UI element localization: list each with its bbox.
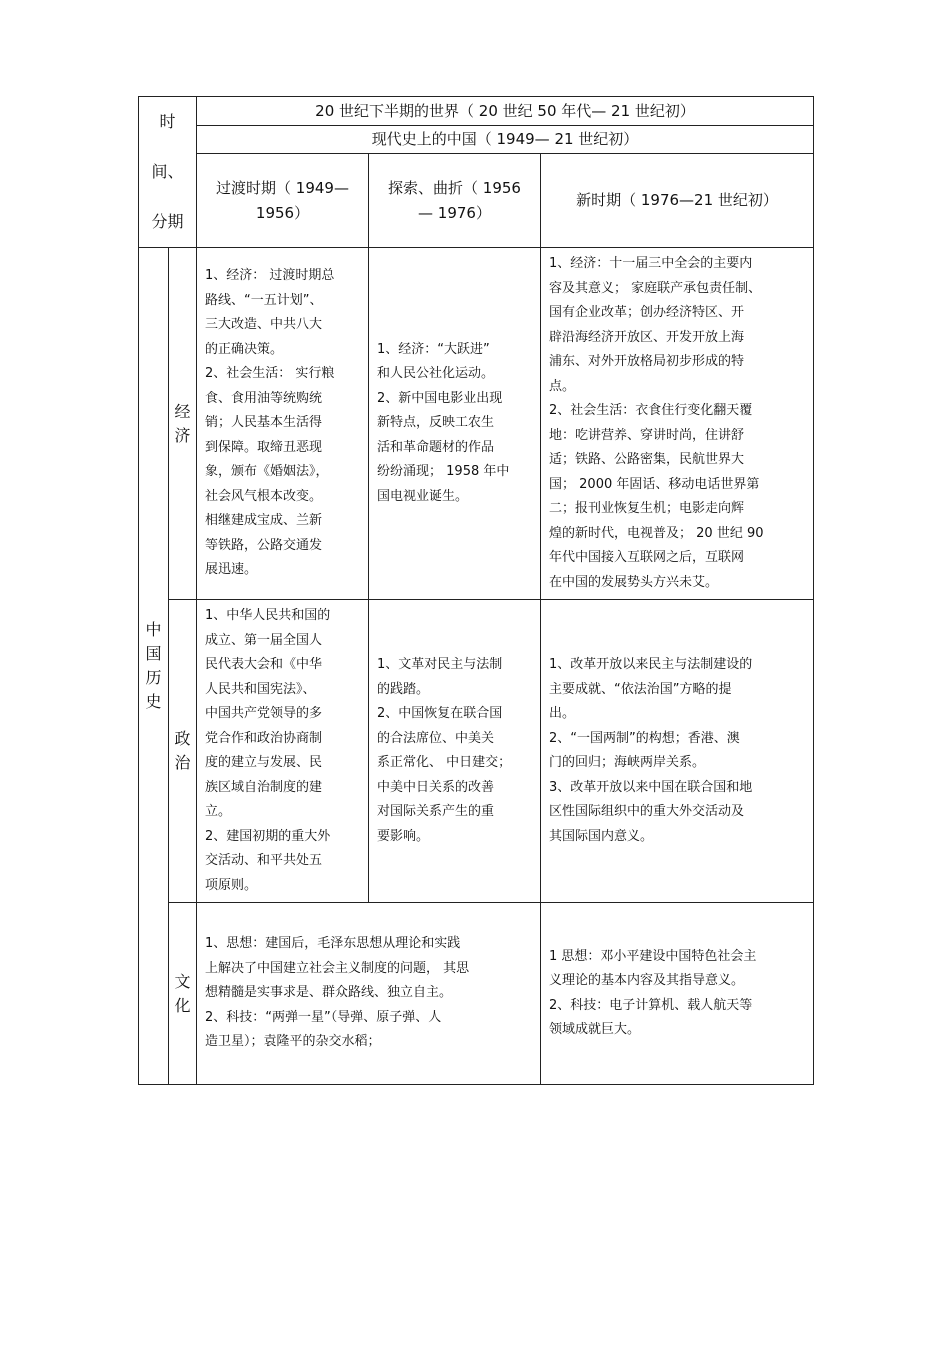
cell-line: 区性国际组织中的重大外交活动及 [549, 804, 745, 819]
cell-line: 等铁路，公路交通发 [205, 537, 323, 553]
cell-line: 销；人民基本生活得 [205, 415, 323, 431]
economy-new-era-cell [541, 248, 814, 600]
cell-line: 中国共产党领导的多 [205, 706, 323, 721]
cell-line: 三大改造、中共八大 [205, 317, 323, 333]
cell-line: 和人民公社化运动。 [377, 366, 495, 382]
cell-line: 2、中国恢复在联合国 [377, 706, 503, 721]
cell-line: 的正确决策。 [205, 341, 284, 357]
cell-line: 领域成就巨大。 [549, 1022, 641, 1037]
cell-line: 要影响。 [377, 828, 430, 844]
cell-line: 门的回归；海峡两岸关系。 [549, 755, 706, 770]
politics-new-era-cell [541, 600, 814, 903]
period-header-cell [139, 97, 197, 248]
row-label-char: 政 [174, 729, 191, 748]
cell-line: 国； 2000 年固话、移动电话世界第 [549, 476, 760, 492]
cell-line: 相继建成宝成、兰新 [205, 513, 323, 529]
cell-line: 度的建立与发展、民 [205, 755, 323, 770]
cell-line: 其国际国内意义。 [549, 828, 654, 844]
category-char: 史 [145, 692, 162, 711]
cell-line: 1、思想：建国后，毛泽东思想从理论和实践 [205, 936, 461, 952]
culture-early-cell [197, 903, 541, 1085]
cell-line: 国有企业改革；创办经济特区、开 [549, 305, 745, 320]
cell-line: 族区域自治制度的建 [205, 779, 323, 795]
cell-line: 1、中华人民共和国的 [205, 608, 331, 623]
cell-line: 象，颁布《婚姻法》， [205, 464, 329, 480]
cell-line: 路线、“一五计划”、 [205, 292, 323, 308]
row-label-culture [169, 903, 197, 1085]
period-line: 1956） [255, 203, 310, 222]
cell-line: 2、科技：“两弹一星”（导弹、原子弹、人 [205, 1009, 442, 1025]
cell-line: 义理论的基本内容及其指导意义。 [549, 973, 745, 988]
cell-line: 系正常化、 中日建交； [377, 755, 512, 770]
cell-line: 2、新中国电影业出现 [377, 390, 503, 406]
category-china-history [139, 248, 169, 1085]
period-exploration [369, 154, 541, 248]
cell-line: 新特点，反映工农生 [377, 415, 495, 431]
politics-transition-cell [197, 600, 369, 903]
cell-line: 想精髓是实事求是、群众路线、独立自主。 [205, 985, 453, 1001]
china-title: 现代史上的中国（ 1949— 21 世纪初） [197, 125, 814, 154]
cell-line: 在中国的发展势头方兴未艾。 [549, 574, 719, 590]
cell-line: 煌的新时代，电视普及； 20 世纪 90 [549, 525, 764, 541]
cell-line: 的合法席位、中美关 [377, 730, 495, 746]
cell-line: 食、食用油等统购统 [205, 390, 323, 406]
row-label-char: 文 [174, 971, 191, 991]
row-label-politics [169, 600, 197, 903]
cell-line: 成立、第一届全国人 [205, 632, 323, 648]
cell-line: 民代表大会和《中华 [205, 657, 323, 672]
cell-line: 2、科技：电子计算机、载人航天等 [549, 997, 753, 1013]
cell-line: 容及其意义； 家庭联产承包责任制、 [549, 280, 762, 296]
period-line: 过渡时期（ 1949— [216, 178, 349, 197]
cell-line: 地：吃讲营养、穿讲时尚，住讲舒 [549, 427, 745, 443]
period-header-char: 时 [159, 112, 176, 131]
cell-line: 立。 [205, 804, 232, 819]
cell-line: 主要成就、“依法治国”方略的提 [549, 681, 732, 697]
row-label-char: 治 [174, 753, 191, 772]
cell-line: 上解决了中国建立社会主义制度的问题， 其思 [205, 960, 470, 976]
cell-line: 2、建国初期的重大外 [205, 828, 331, 844]
culture-new-era-cell [541, 903, 814, 1085]
cell-line: 二；报刊业恢复生机；电影走向辉 [549, 501, 745, 516]
cell-line: 年代中国接入互联网之后，互联网 [549, 550, 745, 565]
cell-line: 点。 [549, 378, 576, 394]
economy-exploration-cell [369, 248, 541, 600]
cell-line: 1、文革对民主与法制 [377, 657, 503, 672]
cell-line: 辟沿海经济开放区、开发开放上海 [549, 329, 745, 345]
cell-line: 社会风气根本改变。 [205, 488, 323, 504]
row-label-char: 经 [174, 401, 191, 421]
row-label-char: 化 [174, 995, 191, 1015]
category-char: 中 [145, 620, 162, 639]
period-header-char: 分期 [151, 212, 184, 231]
politics-exploration-cell [369, 600, 541, 903]
cell-line: 1 思想：邓小平建设中国特色社会主 [549, 948, 757, 964]
period-line: 探索、曲折（ 1956 [388, 178, 521, 197]
cell-line: 中美中日关系的改善 [377, 779, 495, 795]
cell-line: 2、社会生活：衣食住行变化翻天覆 [549, 403, 753, 418]
cell-line: 活和革命题材的作品 [377, 439, 495, 455]
cell-line: 2、社会生活： 实行粮 [205, 366, 335, 382]
period-header-char: 间、 [151, 162, 184, 181]
economy-transition-cell [197, 248, 369, 600]
category-char: 历 [145, 668, 162, 687]
period-line: — 1976） [418, 203, 491, 222]
cell-line: 1、经济： 过渡时期总 [205, 268, 335, 284]
cell-line: 展迅速。 [205, 562, 258, 578]
cell-line: 纷纷涌现； 1958 年中 [377, 464, 510, 480]
history-table [138, 96, 814, 1085]
cell-line: 1、改革开放以来民主与法制建设的 [549, 657, 753, 672]
cell-line: 1、经济：十一届三中全会的主要内 [549, 256, 753, 271]
period-line: 新时期（ 1976—21 世纪初） [576, 191, 778, 210]
period-new-era [541, 154, 814, 248]
row-label-economy [169, 248, 197, 600]
cell-line: 3、改革开放以来中国在联合国和地 [549, 779, 753, 795]
cell-line: 交活动、和平共处五 [205, 853, 323, 868]
world-title: 20 世纪下半期的世界（ 20 世纪 50 年代— 21 世纪初） [197, 97, 814, 126]
cell-line: 党合作和政治协商制 [205, 730, 323, 746]
cell-line: 出。 [549, 706, 576, 721]
cell-line: 2、“一国两制”的构想；香港、澳 [549, 730, 740, 746]
cell-line: 浦东、对外开放格局初步形成的特 [549, 354, 745, 369]
period-transition [197, 154, 369, 248]
cell-line: 人民共和国宪法》、 [205, 681, 316, 697]
cell-line: 到保障。取缔丑恶现 [205, 439, 323, 455]
cell-line: 1、经济：“大跃进” [377, 341, 490, 357]
cell-line: 造卫星）；袁隆平的杂交水稻； [205, 1034, 381, 1050]
cell-line: 项原则。 [205, 877, 258, 893]
cell-line: 的践踏。 [377, 681, 430, 697]
cell-line: 国电视业诞生。 [377, 488, 469, 504]
row-label-char: 济 [174, 425, 191, 445]
cell-line: 适；铁路、公路密集，民航世界大 [549, 452, 745, 467]
category-char: 国 [145, 644, 162, 663]
cell-line: 对国际关系产生的重 [377, 804, 495, 819]
